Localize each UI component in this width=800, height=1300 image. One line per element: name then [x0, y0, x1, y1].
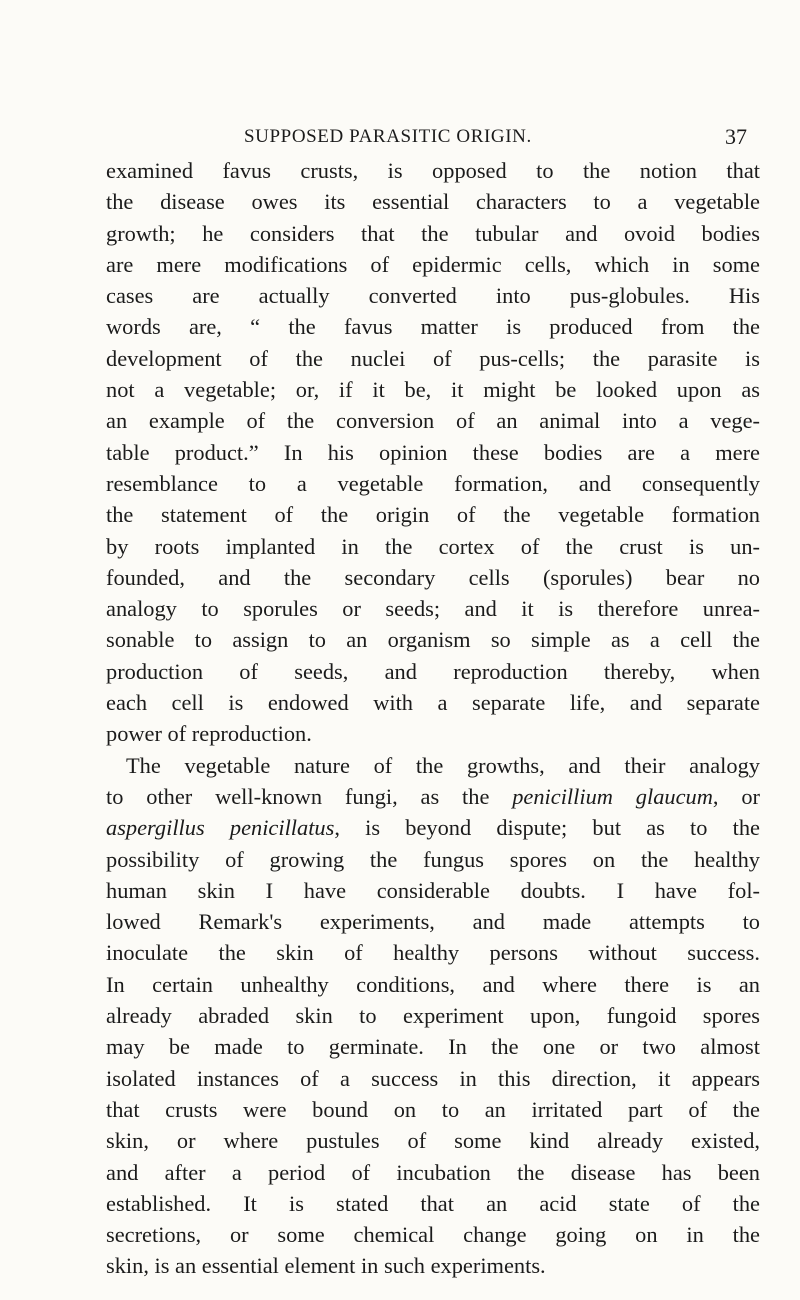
text-line: the statement of the origin of the vegetable formation — [106, 502, 760, 528]
text-line: In certain unhealthy conditions, and where there is an — [106, 971, 760, 997]
text-line: inoculate the skin of healthy persons without success. — [106, 940, 760, 966]
text-segment: , is beyond dispute; but as to the — [334, 815, 760, 841]
text-line: may be made to germinate. In the one or two almost — [106, 1034, 760, 1060]
text-line: an example of the conversion of an animal into a vege- — [106, 408, 760, 434]
text-line: possibility of growing the fungus spores on the healthy — [106, 846, 760, 872]
text-line: skin, is an essential element in such experiments. — [106, 1253, 546, 1279]
text-line: resemblance to a vegetable formation, and consequently — [106, 470, 760, 496]
running-title: SUPPOSED PARASITIC ORIGIN. — [244, 126, 532, 147]
text-line: development of the nuclei of pus-cells; the parasite is — [106, 345, 760, 371]
text-line: by roots implanted in the cortex of the crust is un- — [106, 533, 760, 559]
text-line: examined favus crusts, is opposed to the notion that — [106, 158, 760, 183]
page-number: 37 — [725, 124, 747, 149]
text-line: each cell is endowed with a separate life, and separate — [106, 690, 760, 716]
text-line: words are, “ the favus matter is produced from the — [106, 314, 760, 340]
text-line: isolated instances of a success in this direction, it appears — [106, 1065, 760, 1091]
text-line: the disease owes its essential characters to a vegetable — [106, 189, 760, 215]
text-line: are mere modifications of epidermic cells, which in some — [106, 251, 760, 277]
italic-species-name: penicillium glaucum — [512, 783, 713, 809]
paragraph-start-line: The vegetable nature of the growths, and their analogy — [126, 752, 760, 778]
text-line: and after a period of incubation the disease has been — [106, 1159, 760, 1185]
text-line: already abraded skin to experiment upon, fungoid spores — [106, 1003, 760, 1029]
text-line: that crusts were bound on to an irritated part of the — [106, 1096, 760, 1122]
text-line: established. It is stated that an acid state of the — [106, 1190, 760, 1216]
text-line: human skin I have considerable doubts. I have fol- — [106, 877, 760, 903]
text-line: table product.” In his opinion these bodies are a mere — [106, 439, 760, 465]
text-line: cases are actually converted into pus-globules. His — [106, 283, 760, 309]
text-line-with-italics — [106, 781, 760, 812]
text-line-with-italics — [106, 812, 760, 843]
text-line: analogy to sporules or seeds; and it is therefore unrea- — [106, 596, 760, 622]
text-segment: , or — [712, 783, 760, 809]
text-line: skin, or where pustules of some kind already existed, — [106, 1128, 760, 1154]
body-text — [106, 155, 760, 1282]
text-line: not a vegetable; or, if it be, it might be looked upon as — [106, 377, 760, 403]
text-line: founded, and the secondary cells (sporules) bear no — [106, 564, 760, 590]
text-line: production of seeds, and reproduction thereby, when — [106, 658, 760, 684]
italic-species-name: aspergillus penicillatus — [106, 815, 335, 841]
text-line: power of reproduction. — [106, 721, 312, 747]
text-segment: to other well-known fungi, as the — [106, 783, 513, 809]
text-line: growth; he considers that the tubular and ovoid bodies — [106, 220, 760, 246]
text-line: lowed Remark's experiments, and made attempts to — [106, 909, 760, 935]
running-head — [0, 126, 800, 150]
text-line: sonable to assign to an organism so simple as a cell the — [106, 627, 760, 653]
text-line: secretions, or some chemical change going on in the — [106, 1222, 760, 1248]
